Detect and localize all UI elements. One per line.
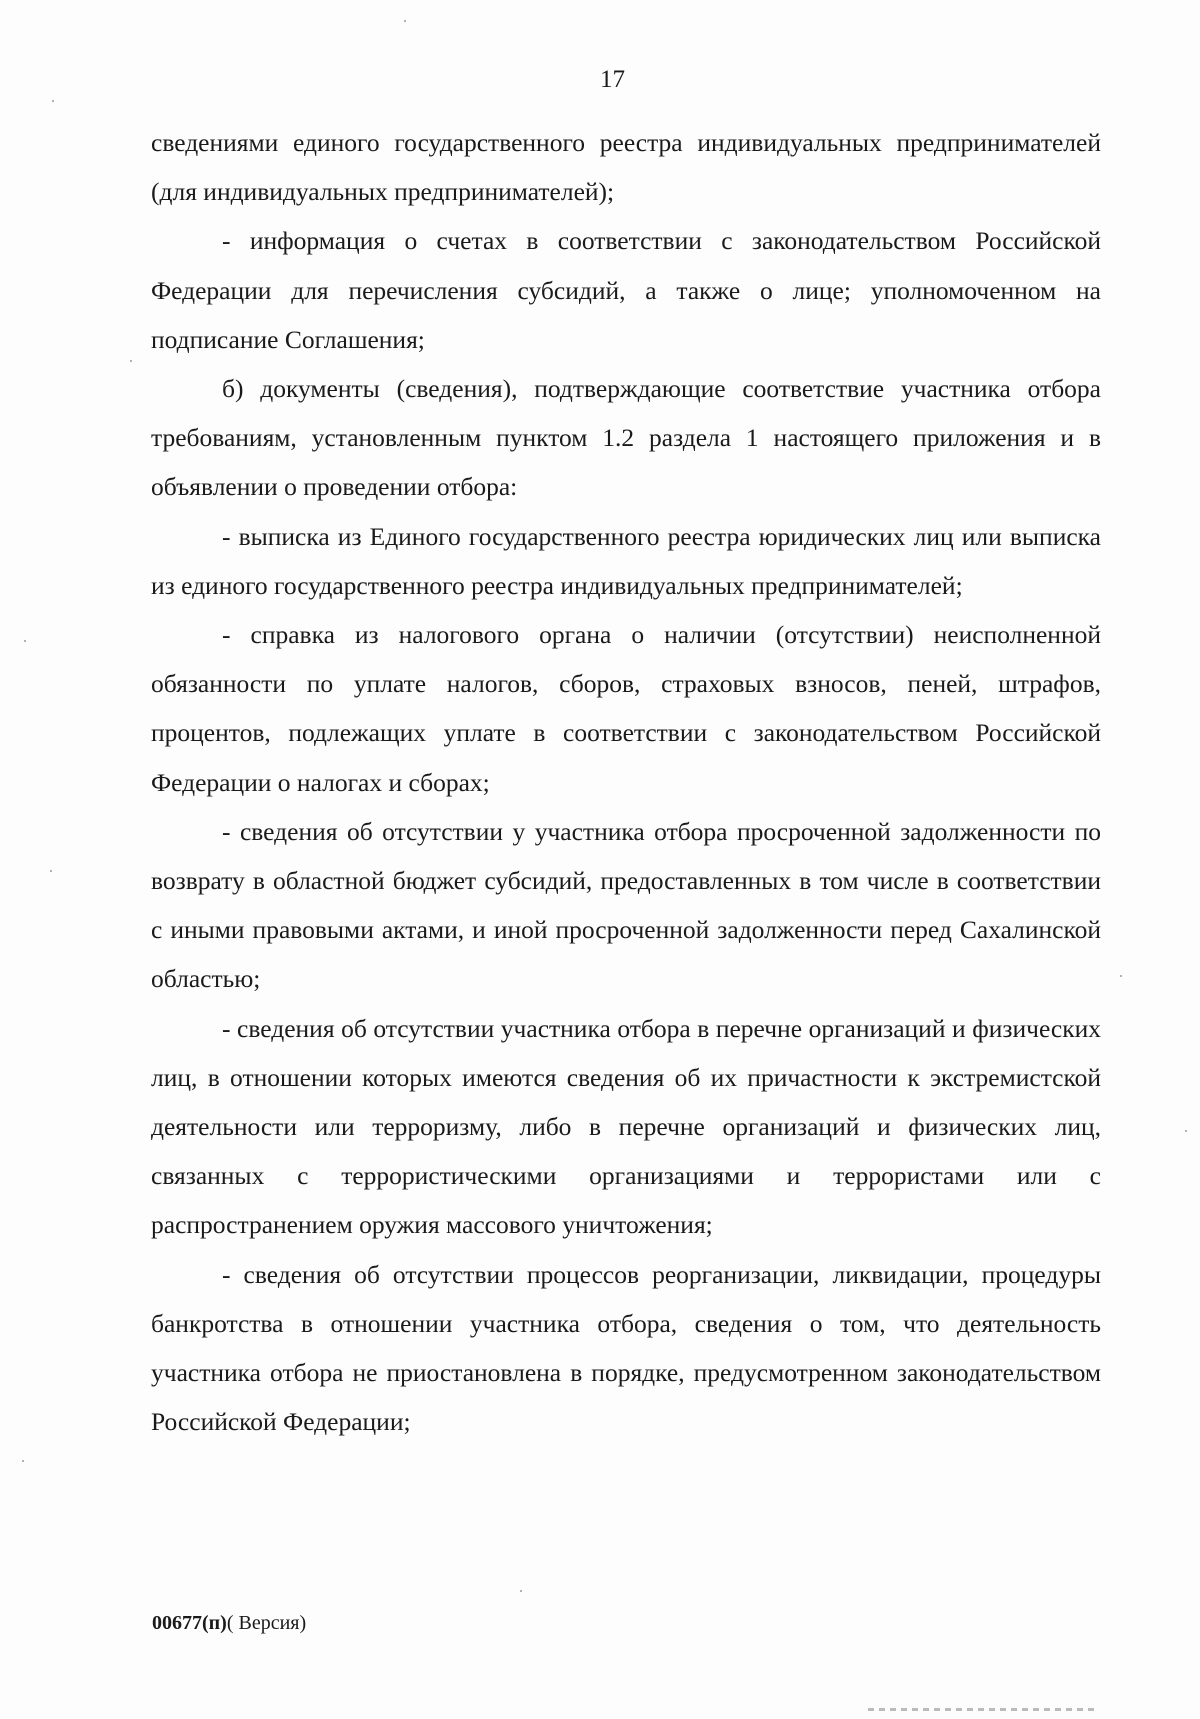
scan-speck [24,640,26,642]
paragraph: б) документы (сведения), подтверждающие соответствие участника отбора требованиям, установленным пунктом 1.2 раздела 1 настоящего приложения и в объявлении о проведении отбора: [151,374,1101,502]
paragraph: - сведения об отсутствии у участника отбора просроченной задолженности по возврату в областной бюджет субсидий, предоставленных в том числе в соответствии с иными правовыми актами, и иной просроченной задолженности перед Сахалинской областью; [151,816,1101,994]
scan-edge-artifact [868,1708,1098,1711]
paragraph: - сведения об отсутствии процессов реорганизации, ликвидации, процедуры банкротства в отношении участника отбора, сведения о том, что деятельность участника отбора не приостановлена в порядке, предусмотренном законодательством Российской Федерации; [151,1259,1101,1437]
paragraph: сведениями единого государственного реестра индивидуальных предпринимателей (для индивидуальных предпринимателей); [151,128,1101,207]
paragraph: - информация о счетах в соответствии с законодательством Российской Федерации для перечисления субсидий, а также о лице; уполномоченном на подписание Соглашения; [151,226,1101,354]
document-code: 00677(п) [152,1612,227,1634]
scan-speck [50,870,52,872]
scan-speck [1120,975,1122,977]
scan-speck [130,360,132,362]
page-number: 17 [600,66,625,93]
scan-speck [22,1460,24,1462]
page-body [151,118,1101,1446]
paragraph: - справка из налогового органа о наличии (отсутствии) неисполненной обязанности по уплате налогов, сборов, страховых взносов, пеней, штрафов, процентов, подлежащих уплате в соответствии с законодательством Российской Федерации о налогах и сборах; [151,620,1101,797]
scan-speck [1185,1130,1187,1132]
document-footer [152,1612,306,1635]
paragraph: - сведения об отсутствии участника отбора в перечне организаций и физических лиц, в отношении которых имеются сведения об их причастности к экстремистской деятельности или терроризму, либо в перечне организаций и физических лиц, связанных с террористическими организациями и террористами или с распространением оружия массового уничтожения; [151,1013,1101,1240]
document-version: ( Версия) [226,1612,307,1634]
paragraph: - выписка из Единого государственного реестра юридических лиц или выписка из единого государственного реестра индивидуальных предпринимателей; [151,521,1101,600]
scan-speck [520,1590,522,1592]
scan-speck [52,100,54,102]
scan-speck [404,20,406,22]
